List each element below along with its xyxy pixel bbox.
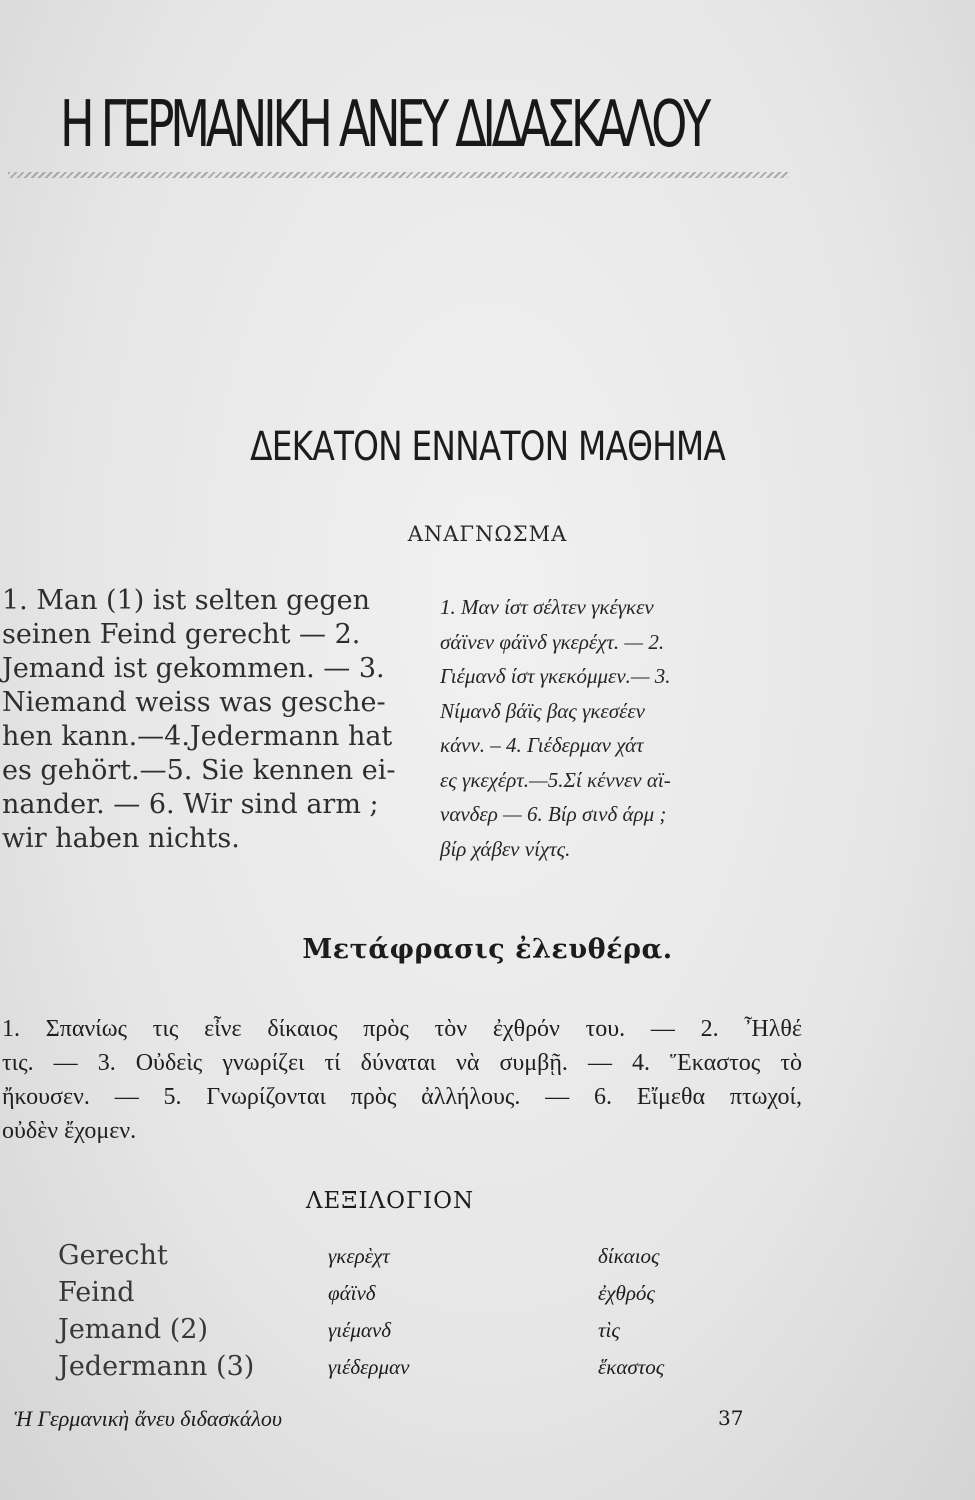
vocabulary-row bbox=[58, 1314, 778, 1351]
pronunciation-line: σάϊνεν φάϊνδ γκερέχτ. — 2. bbox=[440, 629, 665, 654]
vocabulary-german-word: Feind bbox=[58, 1277, 135, 1308]
pronunciation-line: Γιέμανδ ίστ γκεκόμμεν.— 3. bbox=[440, 664, 671, 688]
vocabulary-greek-meaning: ἕκαστος bbox=[598, 1355, 665, 1379]
vocabulary-pronunciation: γκερὲχτ bbox=[328, 1244, 390, 1268]
pronunciation-line: 1. Μαν ίστ σέλτεν γκέγκεν bbox=[440, 595, 654, 619]
german-line: Jemand ist gekommen. — 3. bbox=[2, 653, 385, 684]
vocabulary-german-word: Jedermann (3) bbox=[58, 1351, 255, 1382]
vocabulary-row bbox=[58, 1240, 778, 1277]
vocabulary-row bbox=[58, 1351, 778, 1388]
german-line: hen kann.—4.Jedermann hat bbox=[2, 721, 393, 752]
lesson-title-text: ΔΕΚΑΤΟΝ ΕΝΝΑΤΟΝ ΜΑΘΗΜΑ bbox=[250, 424, 725, 470]
vocabulary-german-word: Jemand (2) bbox=[58, 1314, 209, 1345]
running-head-title: Η ΓΕΡΜΑΝΙΚΗ ΑΝΕΥ ΔΙΔΑΣΚΑΛΟΥ bbox=[60, 88, 707, 162]
vocabulary-table bbox=[58, 1240, 778, 1388]
free-translation-title: Μετάφρασις ἐλευθέρα. bbox=[302, 934, 673, 965]
footer-book-title: Ἡ Γερμανικὴ ἄνευ διδασκάλου bbox=[14, 1406, 282, 1431]
free-translation-paragraph bbox=[2, 1012, 802, 1148]
vocabulary-german-word: Gerecht bbox=[58, 1240, 168, 1271]
german-line: seinen Feind gerecht — 2. bbox=[2, 619, 361, 650]
german-line: nander. — 6. Wir sind arm ; bbox=[2, 789, 379, 820]
vocabulary-pronunciation: γιέμανδ bbox=[328, 1318, 392, 1342]
pronunciation-line: νανδερ — 6. Βίρ σινδ άρμ ; bbox=[440, 802, 667, 826]
german-text-column bbox=[2, 584, 422, 856]
german-line: wir haben nichts. bbox=[2, 823, 240, 854]
header-rule bbox=[8, 172, 788, 178]
pronunciation-line: κάνν. – 4. Γιέδερμαν χάτ bbox=[440, 733, 644, 757]
vocabulary-greek-meaning: ἐχθρός bbox=[598, 1281, 655, 1305]
reading-section-label: ΑΝΑΓΝΩΣΜΑ bbox=[407, 522, 568, 546]
pronunciation-column bbox=[440, 590, 800, 866]
vocabulary-pronunciation: φάϊνδ bbox=[328, 1281, 376, 1305]
translation-line: τις. — 3. Οὐδεὶς γνωρίζει τί δύναται νὰ συμβῇ. — 4. Ἕκαστος τὸ bbox=[2, 1050, 802, 1076]
lesson-title bbox=[0, 424, 975, 470]
german-line: Niemand weiss was gesche- bbox=[2, 687, 386, 718]
vocabulary-row bbox=[58, 1277, 778, 1314]
pronunciation-line: Νίμανδ βάϊς βας γκεσέεν bbox=[440, 698, 645, 723]
vocabulary-pronunciation: γιέδερμαν bbox=[328, 1355, 410, 1379]
german-line: es gehört.—5. Sie kennen ei- bbox=[2, 755, 396, 786]
translation-line: ἤκουσεν. — 5. Γνωρίζονται πρὸς ἀλλήλους. — 6. Εἴμεθα πτωχοί, bbox=[2, 1084, 802, 1110]
vocabulary-greek-meaning: δίκαιος bbox=[598, 1244, 660, 1268]
german-line: 1. Man (1) ist selten gegen bbox=[2, 585, 370, 616]
pronunciation-line: ες γκεχέρτ.—5.Σί κέννεν αϊ- bbox=[440, 767, 671, 792]
translation-line: οὐδὲν ἔχομεν. bbox=[2, 1118, 137, 1144]
page-number: 37 bbox=[718, 1406, 744, 1430]
vocabulary-title: ΛΕΞΙΛΟΓΙΟΝ bbox=[305, 1188, 475, 1214]
pronunciation-line: βίρ χάβεν νίχτς. bbox=[440, 836, 571, 861]
vocabulary-greek-meaning: τὶς bbox=[598, 1318, 620, 1342]
translation-line: 1. Σπανίως τις εἶνε δίκαιος πρὸς τὸν ἐχθρόν του. — 2. Ἦλθέ bbox=[2, 1016, 802, 1042]
